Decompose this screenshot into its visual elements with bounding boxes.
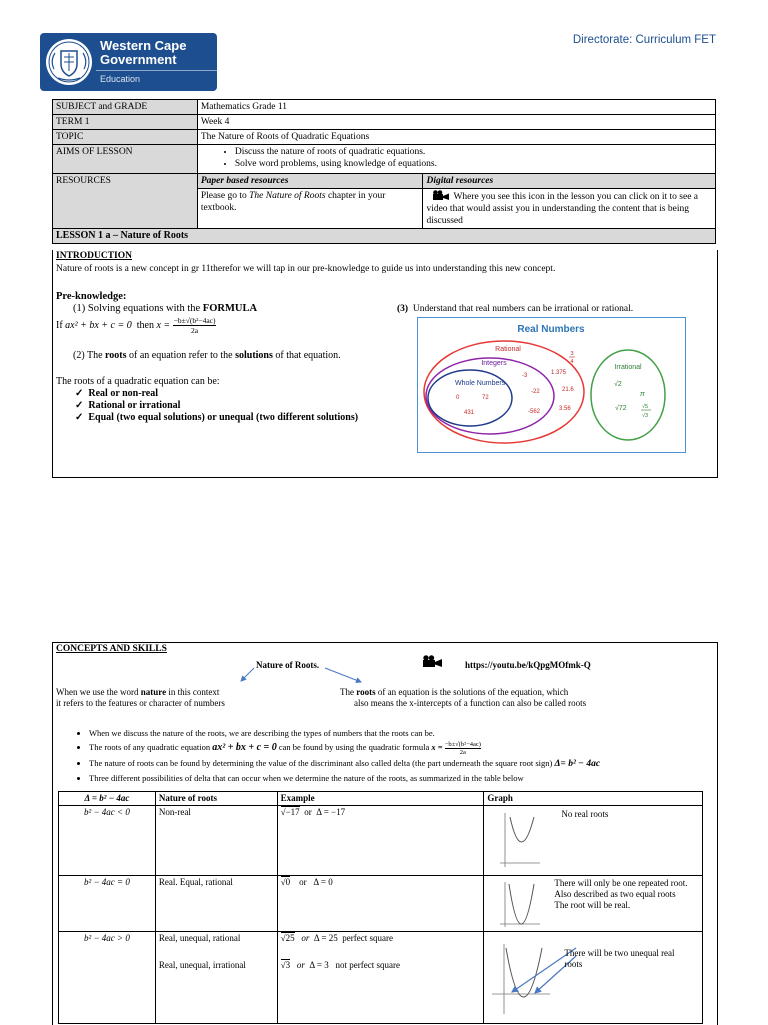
lesson-title-row xyxy=(53,229,716,244)
concept-bullet: • The nature of roots can be found by determining the value of the discriminant also called delta (the part underneath the square root sign) Δ= b² − 4ac xyxy=(89,756,739,771)
textbook-chapter: The Nature of Roots xyxy=(249,191,326,201)
check-item: ✓ Real or non-real xyxy=(75,388,159,399)
svg-text:-562: -562 xyxy=(528,409,541,415)
graph-cell xyxy=(484,932,703,1024)
header-graph: Graph xyxy=(484,792,703,806)
roots-intro: The roots of a quadratic equation can be: xyxy=(56,376,220,387)
svg-text:0: 0 xyxy=(456,395,460,401)
introduction-heading: INTRODUCTION xyxy=(56,251,133,261)
svg-text:√5: √5 xyxy=(642,404,649,410)
nature-cell: Real. Equal, rational xyxy=(155,876,277,932)
aims-row xyxy=(53,145,716,174)
svg-text:3.56: 3.56 xyxy=(559,406,571,412)
digital-resources-header: Digital resources xyxy=(423,174,716,189)
aims-value xyxy=(197,145,715,174)
logo-divider xyxy=(96,70,217,71)
aim-item: • Solve word problems, using knowledge of equations. xyxy=(235,158,712,170)
introduction-text: Nature of roots is a new concept in gr 11therefor we will tap in our pre-knowledge to guide us into understanding this new concept. xyxy=(56,264,556,274)
svg-text:431: 431 xyxy=(464,410,475,416)
term-value: Week 4 xyxy=(197,115,715,130)
wcg-logo xyxy=(40,33,217,91)
parabola-no-roots-graph xyxy=(496,811,542,869)
whole-numbers-set xyxy=(428,370,512,426)
svg-text:√2: √2 xyxy=(614,381,622,388)
paper-resources-header: Paper based resources xyxy=(197,174,423,189)
svg-text:21.6: 21.6 xyxy=(562,387,574,393)
concepts-bullets xyxy=(53,726,739,785)
check-icon: ✓ xyxy=(75,388,84,399)
svg-text:√72: √72 xyxy=(615,405,627,412)
real-numbers-title: Real Numbers xyxy=(517,324,585,335)
header-delta: Δ = b² − 4ac xyxy=(59,792,156,806)
roots-checklist xyxy=(75,388,358,424)
real-numbers-venn xyxy=(418,318,685,452)
resources-header-row xyxy=(53,174,716,189)
concepts-heading: CONCEPTS AND SKILLS xyxy=(56,644,167,654)
nature-of-roots-label: Nature of Roots. xyxy=(256,660,320,670)
aim-item: • Discuss the nature of roots of quadratic equations. xyxy=(235,146,712,158)
aims-label: AIMS OF LESSON xyxy=(53,145,198,174)
svg-text:Rational: Rational xyxy=(495,346,521,353)
check-item: ✓ Equal (two equal solutions) or unequal (two different solutions) xyxy=(75,412,359,423)
graph-description: There will be two unequal real roots xyxy=(564,948,675,969)
crest-icon xyxy=(44,37,94,87)
resources-label: RESOURCES xyxy=(53,174,198,229)
condition-negative: b² − 4ac < 0 xyxy=(59,806,156,876)
nature-definition: When we use the word nature in this context it refers to the features or character of numbers xyxy=(56,687,225,708)
topic-label: TOPIC xyxy=(53,130,198,145)
header-nature: Nature of roots xyxy=(155,792,277,806)
term-row xyxy=(53,115,716,130)
example-cell: √0 or Δ = 0 xyxy=(277,876,484,932)
concept-bullet: • The roots of any quadratic equation ax² + bx + c = 0 can be found by using the quadratic formula x = $\frac{\text{−b±√(b²−4ac)}}{2a}$ xyxy=(89,740,739,756)
header-example: Example xyxy=(277,792,484,806)
lesson-info-table xyxy=(52,99,716,244)
nature-of-roots-table xyxy=(58,791,703,1024)
video-camera-icon[interactable] xyxy=(422,655,442,667)
topic-row xyxy=(53,130,716,145)
svg-text:Whole Numbers: Whole Numbers xyxy=(455,380,506,387)
rational-set xyxy=(424,341,584,443)
svg-text:Integers: Integers xyxy=(481,360,507,367)
svg-text:3: 3 xyxy=(570,351,574,357)
svg-text:-3: -3 xyxy=(522,373,528,379)
graph-description: No real roots xyxy=(561,809,609,819)
real-numbers-diagram xyxy=(417,317,686,453)
roots-definition: The roots of an equation is the solutions of the equation, which also means the x-intercepts of a function can also be called roots xyxy=(340,687,587,708)
check-icon: ✓ xyxy=(75,412,84,423)
table-row xyxy=(59,806,703,876)
svg-text:√3: √3 xyxy=(642,413,649,419)
graph-cell xyxy=(484,806,703,876)
svg-text:-22: -22 xyxy=(531,389,540,395)
roots-table-header xyxy=(59,792,703,806)
parabola-one-root-graph xyxy=(496,880,542,928)
concept-bullet: • Three different possibilities of delta that can occur when we determine the nature of the roots, as summarized in the table below xyxy=(89,771,739,785)
pre-knowledge-item-3: (3) Understand that real numbers can be irrational or rational. xyxy=(397,304,634,314)
video-link[interactable]: https://youtu.be/kQpgMOfmk-Q xyxy=(465,660,591,670)
subject-row xyxy=(53,100,716,115)
concept-bullet: • When we discuss the nature of the roots, we are describing the types of numbers that the roots can be. xyxy=(89,726,739,740)
svg-text:72: 72 xyxy=(482,395,489,401)
video-camera-icon[interactable] xyxy=(432,190,450,200)
digital-resources-text: Where you see this icon in the lesson you can click on it to see a video that would assist you in understanding the content that is being discussed xyxy=(423,189,716,229)
logo-line-3: Education xyxy=(100,74,141,84)
svg-text:4: 4 xyxy=(570,359,574,365)
svg-text:1.375: 1.375 xyxy=(551,370,567,376)
topic-value: The Nature of Roots of Quadratic Equations xyxy=(197,130,715,145)
svg-text:Irrational: Irrational xyxy=(614,364,642,371)
subject-label: SUBJECT and GRADE xyxy=(53,100,198,115)
table-row xyxy=(59,932,703,1024)
directorate-label: Directorate: Curriculum FET xyxy=(572,34,716,46)
lesson-title: LESSON 1 a – Nature of Roots xyxy=(53,229,716,244)
graph-cell xyxy=(484,876,703,932)
condition-zero: b² − 4ac = 0 xyxy=(59,876,156,932)
logo-line-2: Government xyxy=(100,52,177,67)
example-cell: √25 or Δ = 25 perfect square √3 or Δ = 3 not perfect square xyxy=(277,932,484,1024)
table-row xyxy=(59,876,703,932)
nature-cell: Non-real xyxy=(155,806,277,876)
quadratic-formula: If ax² + bx + c = 0 then x = $\frac{\text{−b±√(b²−4ac)}}{2a}$ xyxy=(56,316,216,335)
svg-text:π: π xyxy=(640,391,645,398)
subject-value: Mathematics Grade 11 xyxy=(197,100,715,115)
condition-positive: b² − 4ac > 0 xyxy=(59,932,156,1024)
logo-line-1: Western Cape xyxy=(100,38,187,53)
term-label: TERM 1 xyxy=(53,115,198,130)
example-cell: √−17 or Δ = −17 xyxy=(277,806,484,876)
nature-cell: Real, unequal, rational Real, unequal, irrational xyxy=(155,932,277,1024)
pre-knowledge-item-2: (2) The roots of an equation refer to the solutions of that equation. xyxy=(73,350,341,361)
pre-knowledge-item-1: (1) Solving equations with the FORMULA xyxy=(73,303,258,314)
pre-knowledge-heading: Pre-knowledge: xyxy=(56,291,127,302)
paper-resources-text: Please go to The Nature of Roots chapter in your textbook. xyxy=(197,189,423,229)
check-icon: ✓ xyxy=(75,400,84,411)
check-item: ✓ Rational or irrational xyxy=(75,400,181,411)
graph-description: There will only be one repeated root. Also described as two equal roots The root will be real. xyxy=(554,878,688,910)
